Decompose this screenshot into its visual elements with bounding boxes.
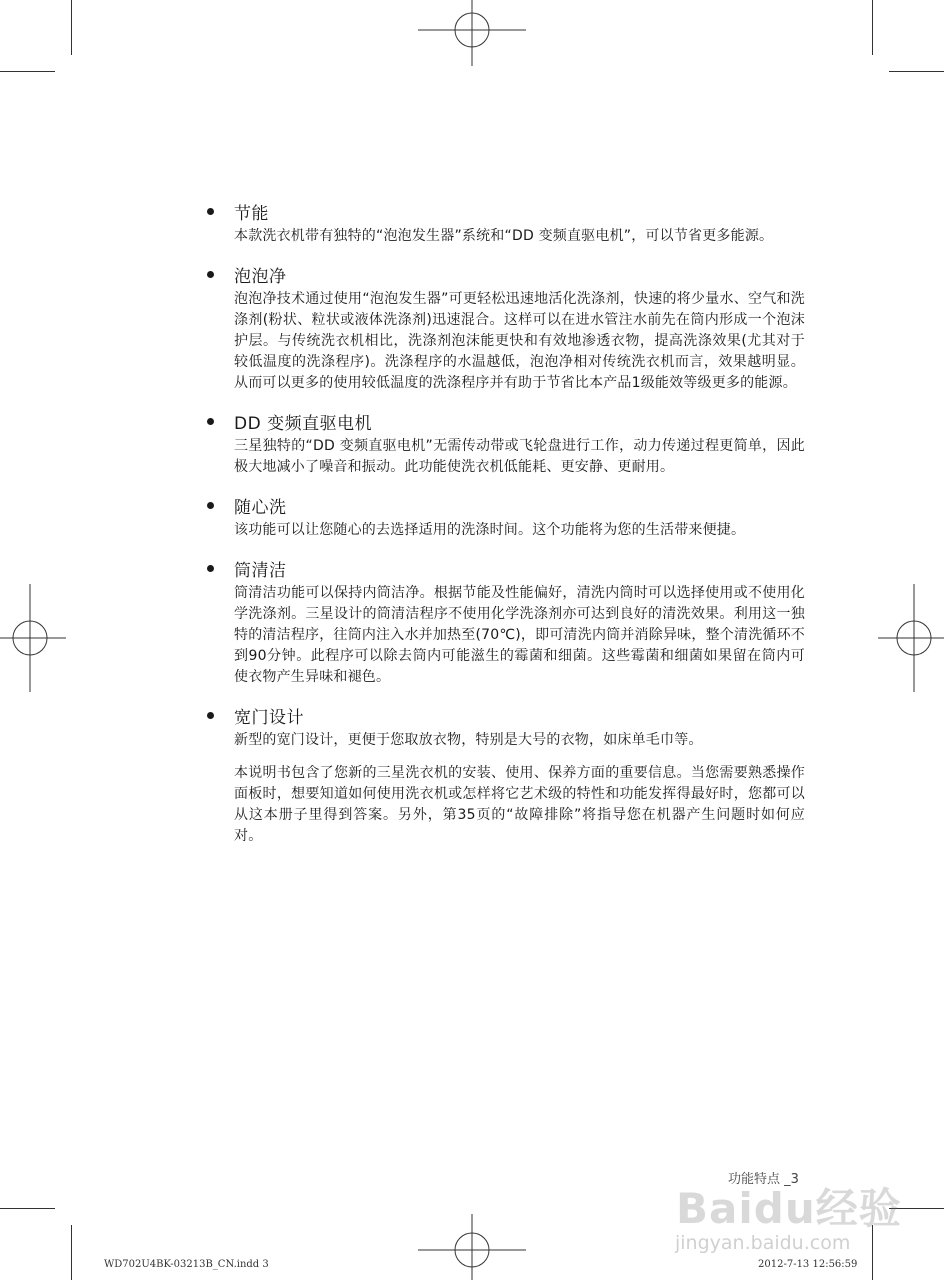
feature-description: 筒清洁功能可以保持内筒洁净。根据节能及性能偏好，清洗内筒时可以选择使用或不使用化学洗涤剂。三星设计的筒清洁程序不使用化学洗涤剂亦可达到良好的清洗效果。利用这一独特的清洁程序，往筒内注入水并加热至(70℃)，即可清洗内筒并消除异味，整个清洗循环不到90分钟。此程序可以除去筒内可能滋生的霉菌和细菌。这些霉菌和细菌如果留在筒内可使衣物产生异味和褪色。 bbox=[234, 585, 805, 685]
feature-title: 筒清洁 bbox=[234, 560, 287, 581]
registration-mark-right bbox=[878, 584, 944, 692]
watermark-url: jingyan.baidu.com bbox=[675, 1232, 851, 1254]
footer-timestamp: 2012-7-13 12:56:59 bbox=[758, 1259, 858, 1270]
bullet-icon bbox=[207, 712, 214, 719]
feature-description: 该功能可以让您随心的去选择适用的洗涤时间。这个功能将为您的生活带来便捷。 bbox=[234, 522, 746, 538]
feature-title: 宽门设计 bbox=[234, 707, 304, 728]
crop-mark bbox=[71, 1225, 72, 1280]
feature-description: 泡泡净技术通过使用“泡泡发生器”可更轻松迅速地活化洗涤剂，快速的将少量水、空气和洗涤剂(粉状、粒状或液体洗涤剂)迅速混合。这样可以在进水管注水前先在筒内形成一个泡沫护层。与传统洗衣机相比，洗涤剂泡沫能更快和有效地渗透衣物，提高洗涤效果(尤其对于较低温度的洗涤程序)。洗涤程序的水温越低，泡泡净相对传统洗衣机而言，效果越明显。从而可以更多的使用较低温度的洗涤程序并有助于节省比本产品1级能效等级更多的能源。 bbox=[234, 291, 805, 391]
feature-title: DD 变频直驱电机 bbox=[234, 413, 373, 434]
crop-mark bbox=[0, 71, 55, 72]
feature-description: 新型的宽门设计，更便于您取放衣物，特别是大号的衣物，如床单毛巾等。 bbox=[234, 732, 703, 748]
crop-mark bbox=[0, 1208, 55, 1209]
footer-filename: WD702U4BK-03213B_CN.indd 3 bbox=[104, 1259, 269, 1270]
page-label: 功能特点 _3 bbox=[728, 1172, 799, 1187]
crop-mark bbox=[889, 71, 944, 72]
registration-mark-left bbox=[0, 584, 66, 692]
feature-section bbox=[205, 700, 805, 751]
feature-section bbox=[205, 406, 805, 478]
bullet-icon bbox=[207, 418, 214, 425]
bullet-icon bbox=[207, 208, 214, 215]
feature-description: 本款洗衣机带有独特的“泡泡发生器”系统和“DD 变频直驱电机”，可以节省更多能源。 bbox=[234, 228, 774, 244]
feature-section bbox=[205, 553, 805, 688]
bullet-icon bbox=[207, 271, 214, 278]
feature-section bbox=[205, 259, 805, 394]
closing-paragraph: 本说明书包含了您新的三星洗衣机的安装、使用、保养方面的重要信息。当您需要熟悉操作面板时，想要知道如何使用洗衣机或怎样将它艺术级的特性和功能发挥得最好时，您都可以从这本册子里得到答案。另外，第35页的“故障排除”将指导您在机器产生问题时如何应对。 bbox=[234, 765, 805, 844]
registration-mark-bottom bbox=[418, 1214, 526, 1280]
bullet-icon bbox=[207, 502, 214, 509]
crop-mark bbox=[872, 0, 873, 55]
feature-title: 随心洗 bbox=[234, 497, 287, 518]
registration-mark-top bbox=[418, 0, 526, 66]
feature-description: 三星独特的“DD 变频直驱电机”无需传动带或飞轮盘进行工作，动力传递过程更简单，因此极大地减小了噪音和振动。此功能使洗衣机低能耗、更安静、更耐用。 bbox=[234, 438, 805, 475]
feature-title: 泡泡净 bbox=[234, 266, 287, 287]
feature-section bbox=[205, 490, 805, 541]
bullet-icon bbox=[207, 565, 214, 572]
feature-title: 节能 bbox=[234, 203, 269, 224]
features-content bbox=[205, 196, 805, 847]
watermark-logo: Baidu经验 bbox=[676, 1184, 902, 1233]
feature-section bbox=[205, 196, 805, 247]
crop-mark bbox=[71, 0, 72, 55]
